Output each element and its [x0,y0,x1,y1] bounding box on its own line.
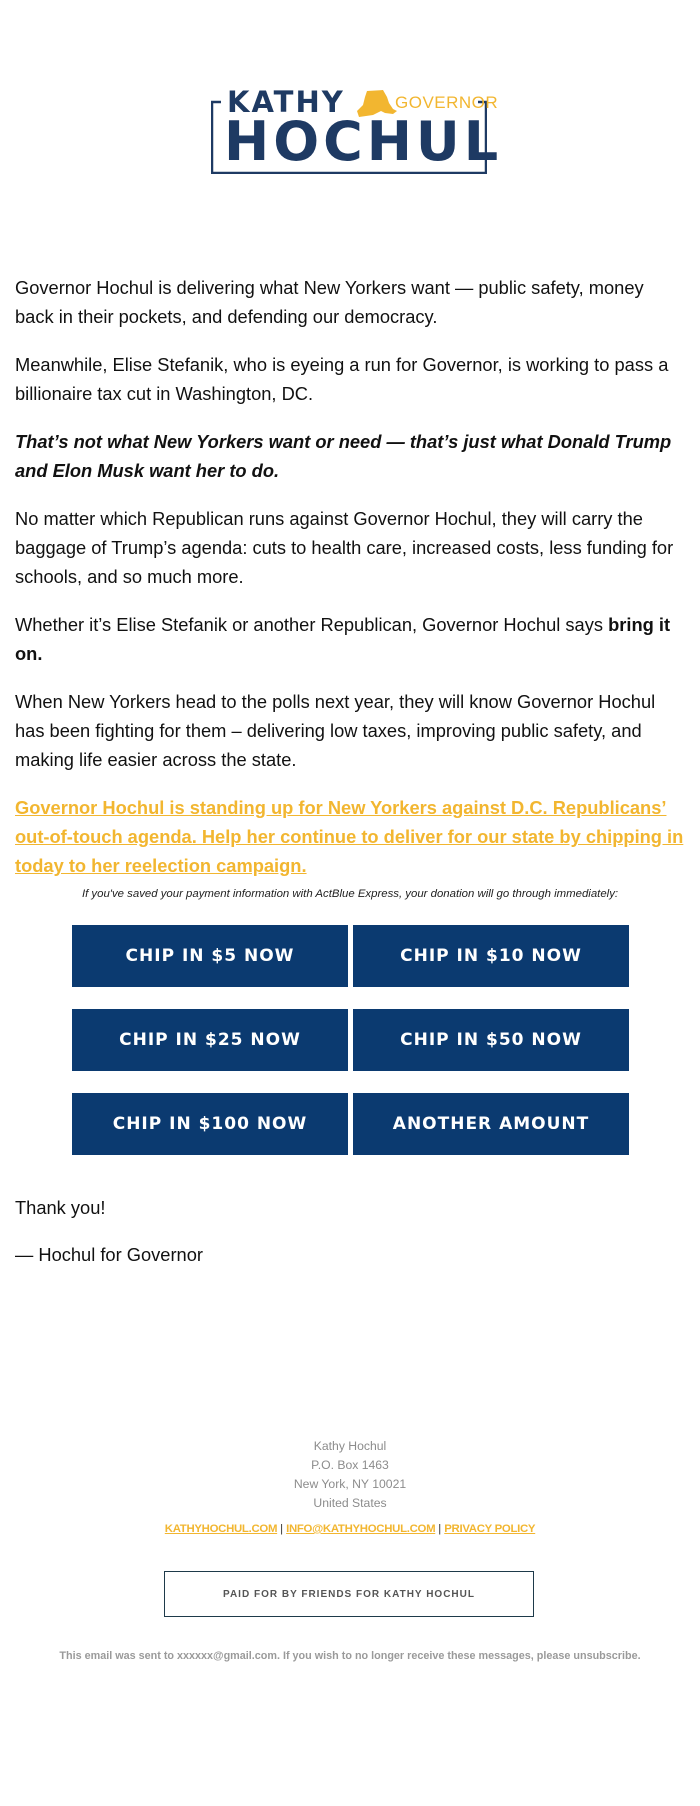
link-separator: | [280,1523,284,1535]
chip-in-5-button[interactable]: CHIP IN $5 NOW [72,925,348,987]
footer-name: Kathy Hochul [313,1439,387,1453]
paragraph-5 [15,610,687,668]
footer-city: New York, NY 10021 [293,1477,407,1491]
logo-kathy: KATHY [227,85,345,119]
logo-governor: GOVERNOR [395,93,499,112]
footer-country: United States [313,1496,387,1510]
footer-links [0,1523,700,1535]
signoff-text: — Hochul for Governor [15,1244,203,1265]
unsubscribe-text[interactable]: This email was sent to xxxxxx@gmail.com. If you wish to no longer receive these messages, please unsubscribe. [59,1650,641,1662]
chip-in-25-button[interactable]: CHIP IN $25 NOW [72,1009,348,1071]
website-link[interactable]: KATHYHOCHUL.COM [164,1523,278,1535]
email-link[interactable]: INFO@KATHYHOCHUL.COM [286,1523,436,1535]
paragraph-2: Meanwhile, Elise Stefanik, who is eyeing a run for Governor, is working to pass a billionaire tax cut in Washington, DC. [15,354,669,404]
chip-in-10-button[interactable]: CHIP IN $10 NOW [353,925,629,987]
paragraph-6: When New Yorkers head to the polls next year, they will know Governor Hochul has been fighting for them – delivering low taxes, improving public safety, and making life easier across the state. [15,691,656,770]
donate-cta-link[interactable]: Governor Hochul is standing up for New Yorkers against D.C. Republicans’ out-of-touch agenda. Help her continue to deliver for our state by chipping in today to her reelection campaign. [15,797,684,876]
another-amount-button[interactable]: ANOTHER AMOUNT [353,1093,629,1155]
paragraph-1: Governor Hochul is delivering what New Yorkers want — public safety, money back in their pockets, and defending our democracy. [15,277,644,327]
bring-it-on-text: bring it on. [15,614,671,664]
paragraph-3-emphasis: That’s not what New Yorkers want or need — that’s just what Donald Trump and Elon Musk want her to do. [15,431,672,481]
paid-for-disclaimer: PAID FOR BY FRIENDS FOR KATHY HOCHUL [164,1571,534,1617]
link-separator: | [438,1523,442,1535]
campaign-logo[interactable] [211,85,503,174]
chip-in-100-button[interactable]: CHIP IN $100 NOW [72,1093,348,1155]
actblue-express-note: If you've saved your payment information with ActBlue Express, your donation will go through immediately: [81,888,619,900]
privacy-policy-link[interactable]: PRIVACY POLICY [444,1523,536,1535]
thank-you-text: Thank you! [15,1197,106,1218]
chip-in-50-button[interactable]: CHIP IN $50 NOW [353,1009,629,1071]
paragraph-5-text: Whether it’s Elise Stefanik or another Republican, Governor Hochul says [15,614,609,635]
footer-pobox: P.O. Box 1463 [311,1458,389,1472]
paragraph-4: No matter which Republican runs against Governor Hochul, they will carry the baggage of Trump’s agenda: cuts to health care, increased costs, less funding for schools, and so much more. [15,508,674,587]
logo-hochul: HOCHUL [224,110,503,173]
